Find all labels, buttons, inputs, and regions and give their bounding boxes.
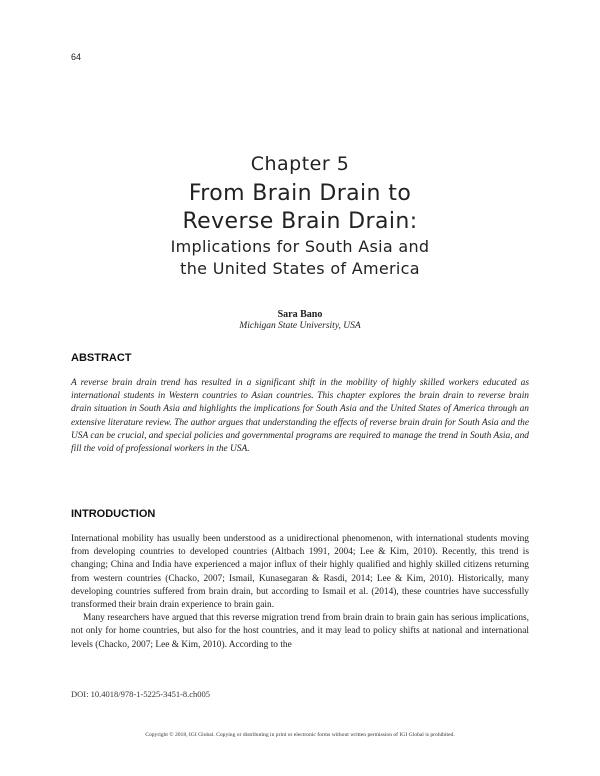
chapter-subtitle (0, 236, 600, 280)
chapter-subtitle-line-1: Implications for South Asia and (170, 237, 430, 256)
chapter-subtitle-line-2: the United States of America (180, 259, 420, 278)
introduction-paragraph: Many researchers have argued that this reverse migration trend from brain drain to brain gain has serious implications, not only for home countries, but also for the host countries, and it may lead to policy shifts at national and international levels (Chacko, 2007; Lee & Kim, 2010). According to the (71, 613, 529, 650)
abstract-text: A reverse brain drain trend has resulted in a significant shift in the mobility of highly skilled workers educated as international students in Western countries to Asian countries. This chapter explores the brain drain to reverse brain drain situation in South Asia and highlights the implications for South Asia and the United States of America through an extensive literature review. The author argues that understanding the effects of reverse brain drain for South Asia and the USA can be crucial, and special policies and governmental programs are required to manage the trend in South Asia, and fill the void of professional workers in the USA. (71, 378, 529, 455)
chapter-title (0, 180, 600, 236)
chapter-title-line-2: Reverse Brain Drain: (182, 209, 418, 234)
author-name: Sara Bano (277, 309, 323, 320)
introduction-heading: INTRODUCTION (71, 508, 156, 520)
introduction-paragraph: International mobility has usually been understood as a unidirectional phenomenon, with international students moving from developing countries to developed countries (Altbach 1991, 2004; Lee & Kim, 2010). Recently, this trend is changing; China and India have experienced a major influx of their highly qualified and highly skilled citizens returning from western countries (Chacko, 2007; Ismail, Kunasegaran & Rasdi, 2014; Lee & Kim, 2010). Historically, many developing countries suffered from brain drain, but according to Ismail et al. (2014), these countries have successfully transformed their brain drain experience to brain gain. (71, 534, 529, 611)
page-number: 64 (71, 52, 82, 62)
abstract-heading: ABSTRACT (71, 352, 132, 364)
doi: DOI: 10.4018/978-1-5225-3451-8.ch005 (71, 689, 211, 699)
introduction-body (71, 533, 529, 652)
author-affiliation: Michigan State University, USA (239, 321, 361, 331)
chapter-title-line-1: From Brain Drain to (188, 181, 412, 206)
chapter-label: Chapter 5 (250, 153, 350, 175)
copyright-notice: Copyright © 2018, IGI Global. Copying or distributing in print or electronic forms without written permission of IGI Global is prohibited. (145, 732, 455, 738)
